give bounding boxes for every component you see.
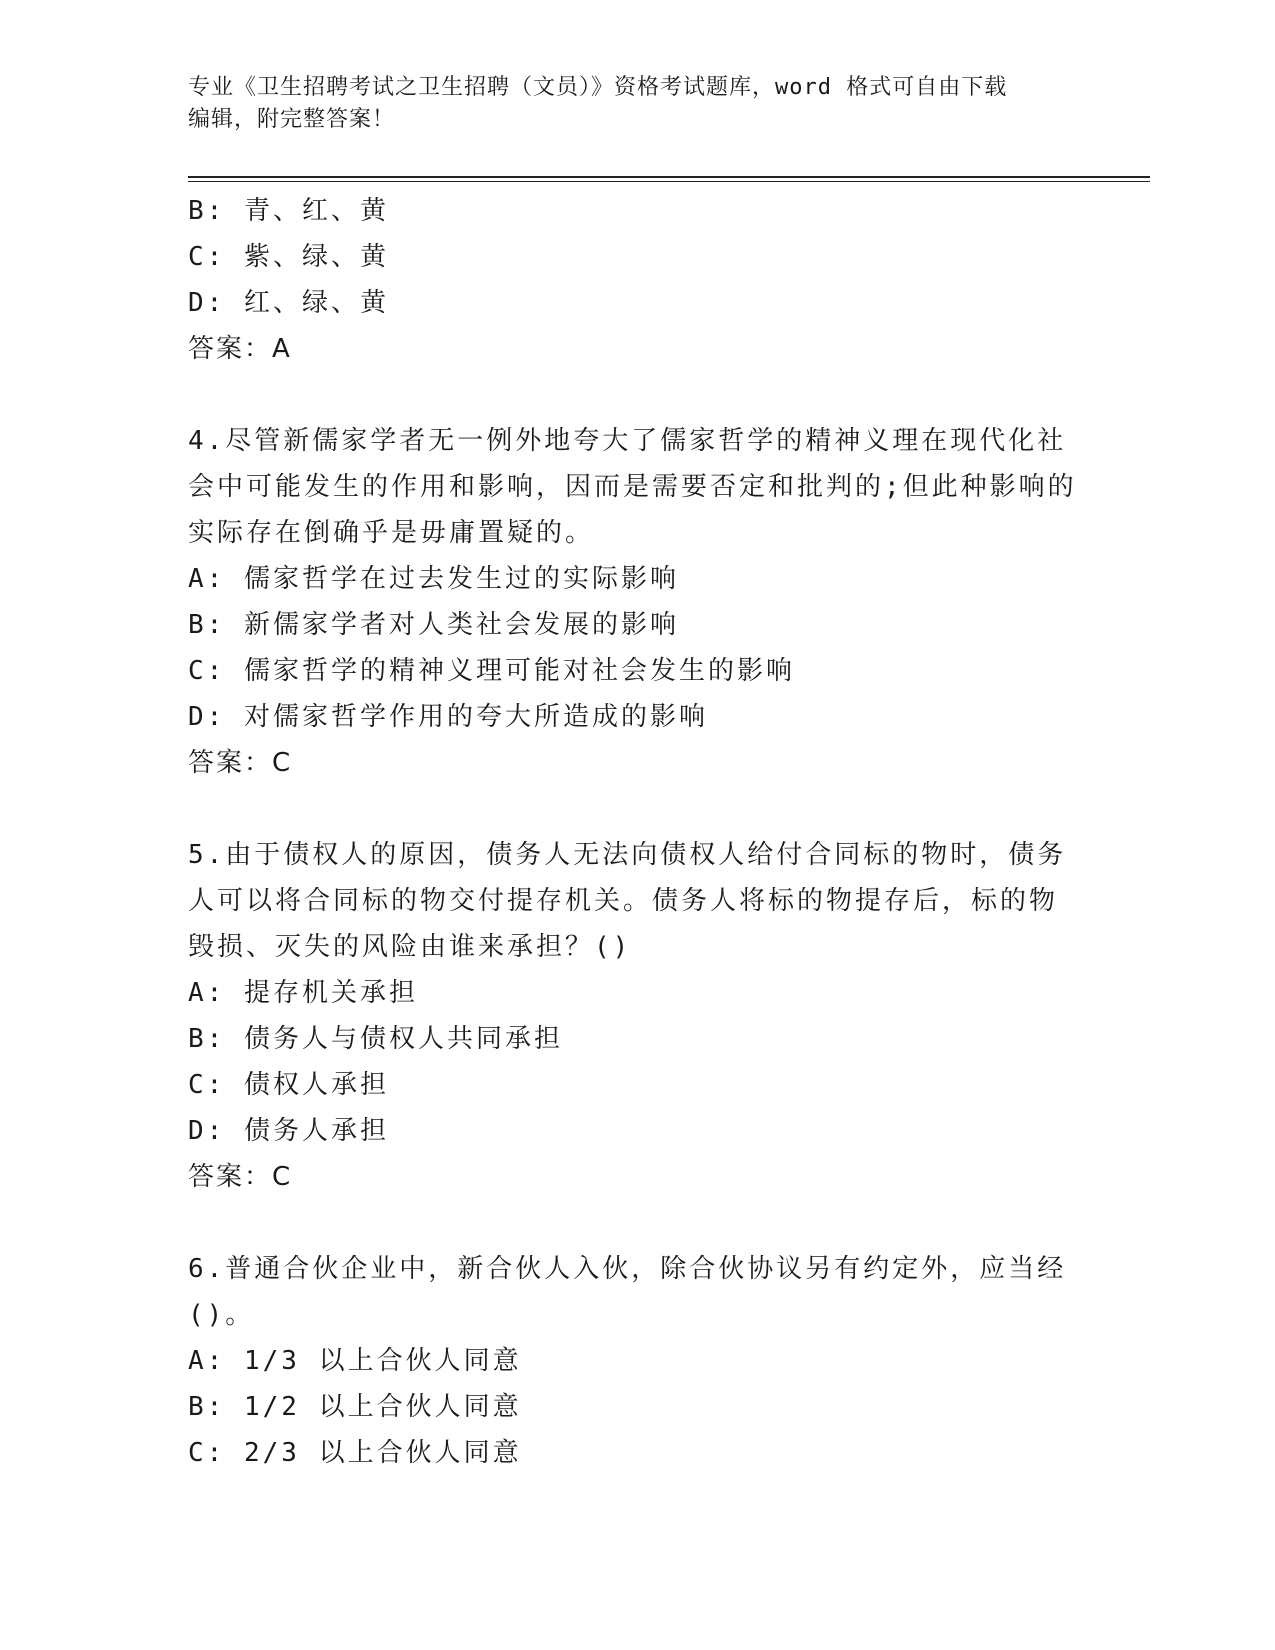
q4-option-d: D: 对儒家哲学作用的夸大所造成的影响 — [188, 702, 708, 732]
spacer — [188, 786, 1088, 832]
spacer — [188, 1200, 1088, 1246]
question-4 — [188, 418, 1088, 786]
q5-option-b: B: 债务人与债权人共同承担 — [188, 1024, 563, 1054]
q4-option-a: A: 儒家哲学在过去发生过的实际影响 — [188, 564, 679, 594]
q6-stem-line-1: 6.普通合伙企业中，新合伙人入伙，除合伙协议另有约定外，应当经 — [188, 1254, 1067, 1284]
q4-stem-line-1: 4.尽管新儒家学者无一例外地夸大了儒家哲学的精神义理在现代化社 — [188, 426, 1067, 456]
q3-option-d: D: 红、绿、黄 — [188, 288, 389, 318]
q3-option-b: B: 青、红、黄 — [188, 196, 389, 226]
q6-option-b: B: 1/2 以上合伙人同意 — [188, 1392, 522, 1422]
q4-option-b: B: 新儒家学者对人类社会发展的影响 — [188, 610, 679, 640]
q5-option-c: C: 债权人承担 — [188, 1070, 389, 1100]
q3-option-c: C: 紫、绿、黄 — [188, 242, 389, 272]
header-line-1: 专业《卫生招聘考试之卫生招聘（文员）》资格考试题库，word 格式可自由下载 — [188, 75, 1008, 100]
question-3 — [188, 188, 1088, 372]
q6-option-a: A: 1/3 以上合伙人同意 — [188, 1346, 522, 1376]
q3-answer: 答案：A — [188, 334, 292, 364]
q4-stem-line-3: 实际存在倒确乎是毋庸置疑的。 — [188, 518, 595, 548]
question-5 — [188, 832, 1088, 1200]
q6-stem-line-2: ()。 — [188, 1300, 255, 1330]
header-line-2: 编辑，附完整答案！ — [188, 107, 396, 132]
header-divider-thin — [188, 181, 1150, 182]
question-6 — [188, 1246, 1088, 1476]
q6-option-c: C: 2/3 以上合伙人同意 — [188, 1438, 522, 1468]
q4-answer: 答案：C — [188, 748, 293, 778]
q5-stem-line-3: 毁损、灭失的风险由谁来承担？() — [188, 932, 632, 962]
q5-option-d: D: 债务人承担 — [188, 1116, 389, 1146]
q5-option-a: A: 提存机关承担 — [188, 978, 418, 1008]
header-divider-thick — [188, 176, 1150, 178]
q4-stem-line-2: 会中可能发生的作用和影响，因而是需要否定和批判的;但此种影响的 — [188, 472, 1077, 502]
q5-stem-line-2: 人可以将合同标的物交付提存机关。债务人将标的物提存后，标的物 — [188, 886, 1059, 916]
q5-answer: 答案：C — [188, 1162, 293, 1192]
spacer — [188, 372, 1088, 418]
q5-stem-line-1: 5.由于债权人的原因，债务人无法向债权人给付合同标的物时，债务 — [188, 840, 1067, 870]
q4-option-c: C: 儒家哲学的精神义理可能对社会发生的影响 — [188, 656, 795, 686]
document-body — [188, 188, 1088, 1476]
document-header — [188, 72, 1088, 136]
